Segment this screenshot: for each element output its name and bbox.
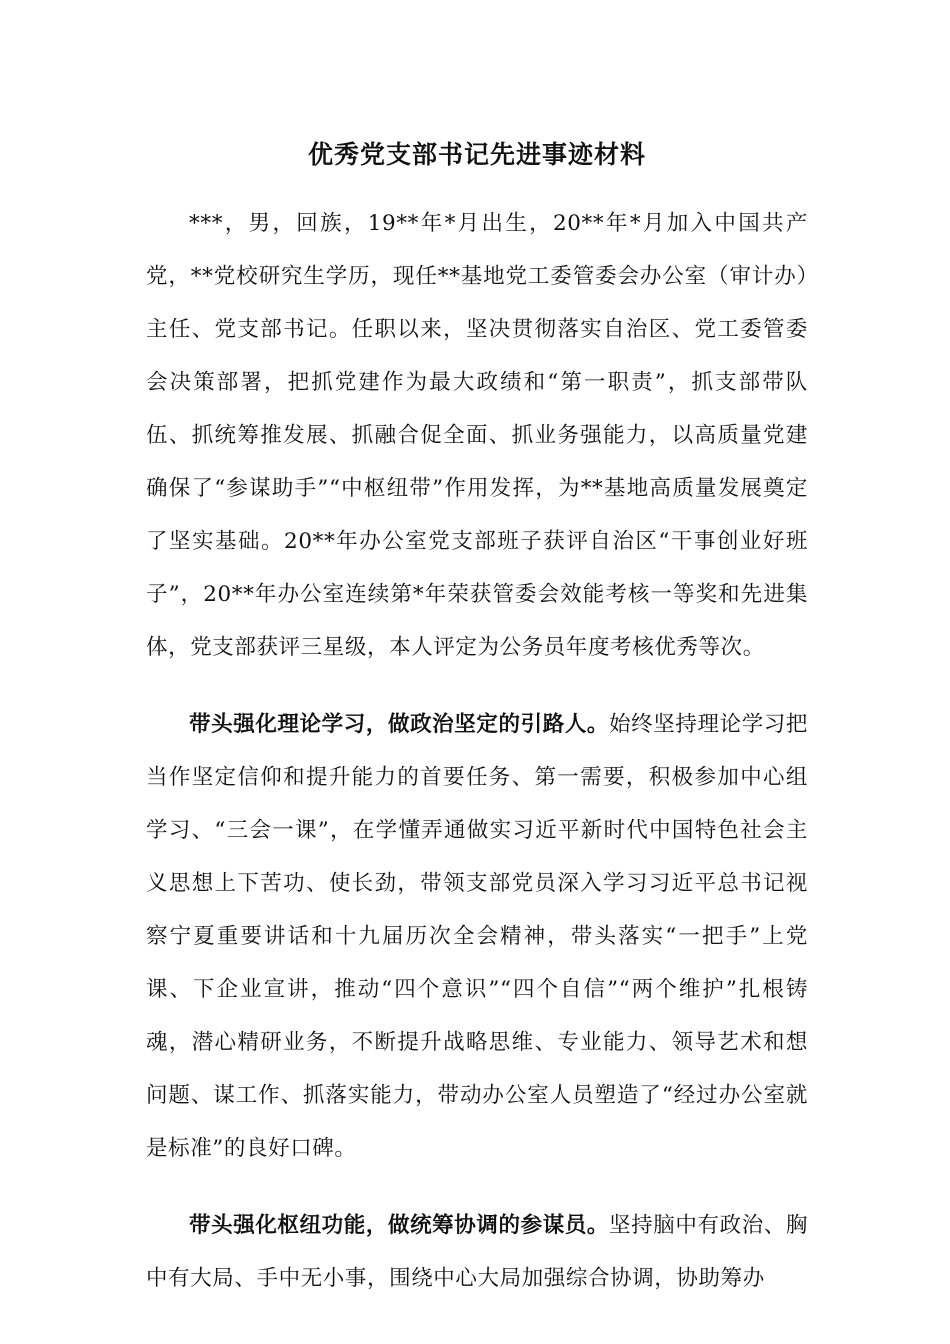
- paragraph-text: 始终坚持理论学习把当作坚定信仰和提升能力的首要任务、第一需要，积极参加中心组学习、“三会一课”，在学懂弄通做实习近平新时代中国特色社会主义思想上下苦功、使长劲，带领支部党员深入学习习近平总书记视察宁夏重要讲话和十九届历次全会精神，带头落实“一把手”上党课、下企业宣讲，推动“四个意识”“四个自信”“两个维护”扎根铸魂，潜心精研业务，不断提升战略思维、专业能力、领导艺术和想问题、谋工作、抓落实能力，带动办公室人员塑造了“经过办公室就是标准”的良好口碑。: [146, 712, 809, 1161]
- paragraph-lead: 带头强化理论学习，做政治坚定的引路人。: [189, 712, 610, 737]
- document-title: 优秀党支部书记先进事迹材料: [307, 140, 646, 169]
- paragraph-text: ***，男，回族，19**年*月出生，20**年*月加入中国共产党，**党校研究生学历，现任**基地党工委管委会办公室（审计办）主任、党支部书记。任职以来，坚决贯彻落实自治区、党工委管委会决策部署，把抓党建作为最大政绩和“第一职责”，抓支部带队伍、抓统筹推发展、抓融合促全面、抓业务强能力，以高质量党建确保了“参谋助手”“中枢纽带”作用发挥，为**基地高质量发展奠定了坚实基础。20**年办公室党支部班子获评自治区“干事创业好班子”，20**年办公室连续第*年荣获管委会效能考核一等奖和先进集体，党支部获评三星级，本人评定为公务员年度考核优秀等次。: [146, 211, 808, 660]
- paragraph-lead: 带头强化枢纽功能，做统筹协调的参谋员。: [189, 1213, 610, 1238]
- document-body: [146, 135, 808, 1329]
- paragraph-intro: [146, 197, 808, 674]
- paragraph-theory-study: [146, 698, 808, 1175]
- paragraph-text: 坚持脑中有政治、胸中有大局、手中无小事，围绕中心大局加强综合协调，协助筹办: [146, 1213, 809, 1291]
- paragraph-coordination: [146, 1199, 808, 1305]
